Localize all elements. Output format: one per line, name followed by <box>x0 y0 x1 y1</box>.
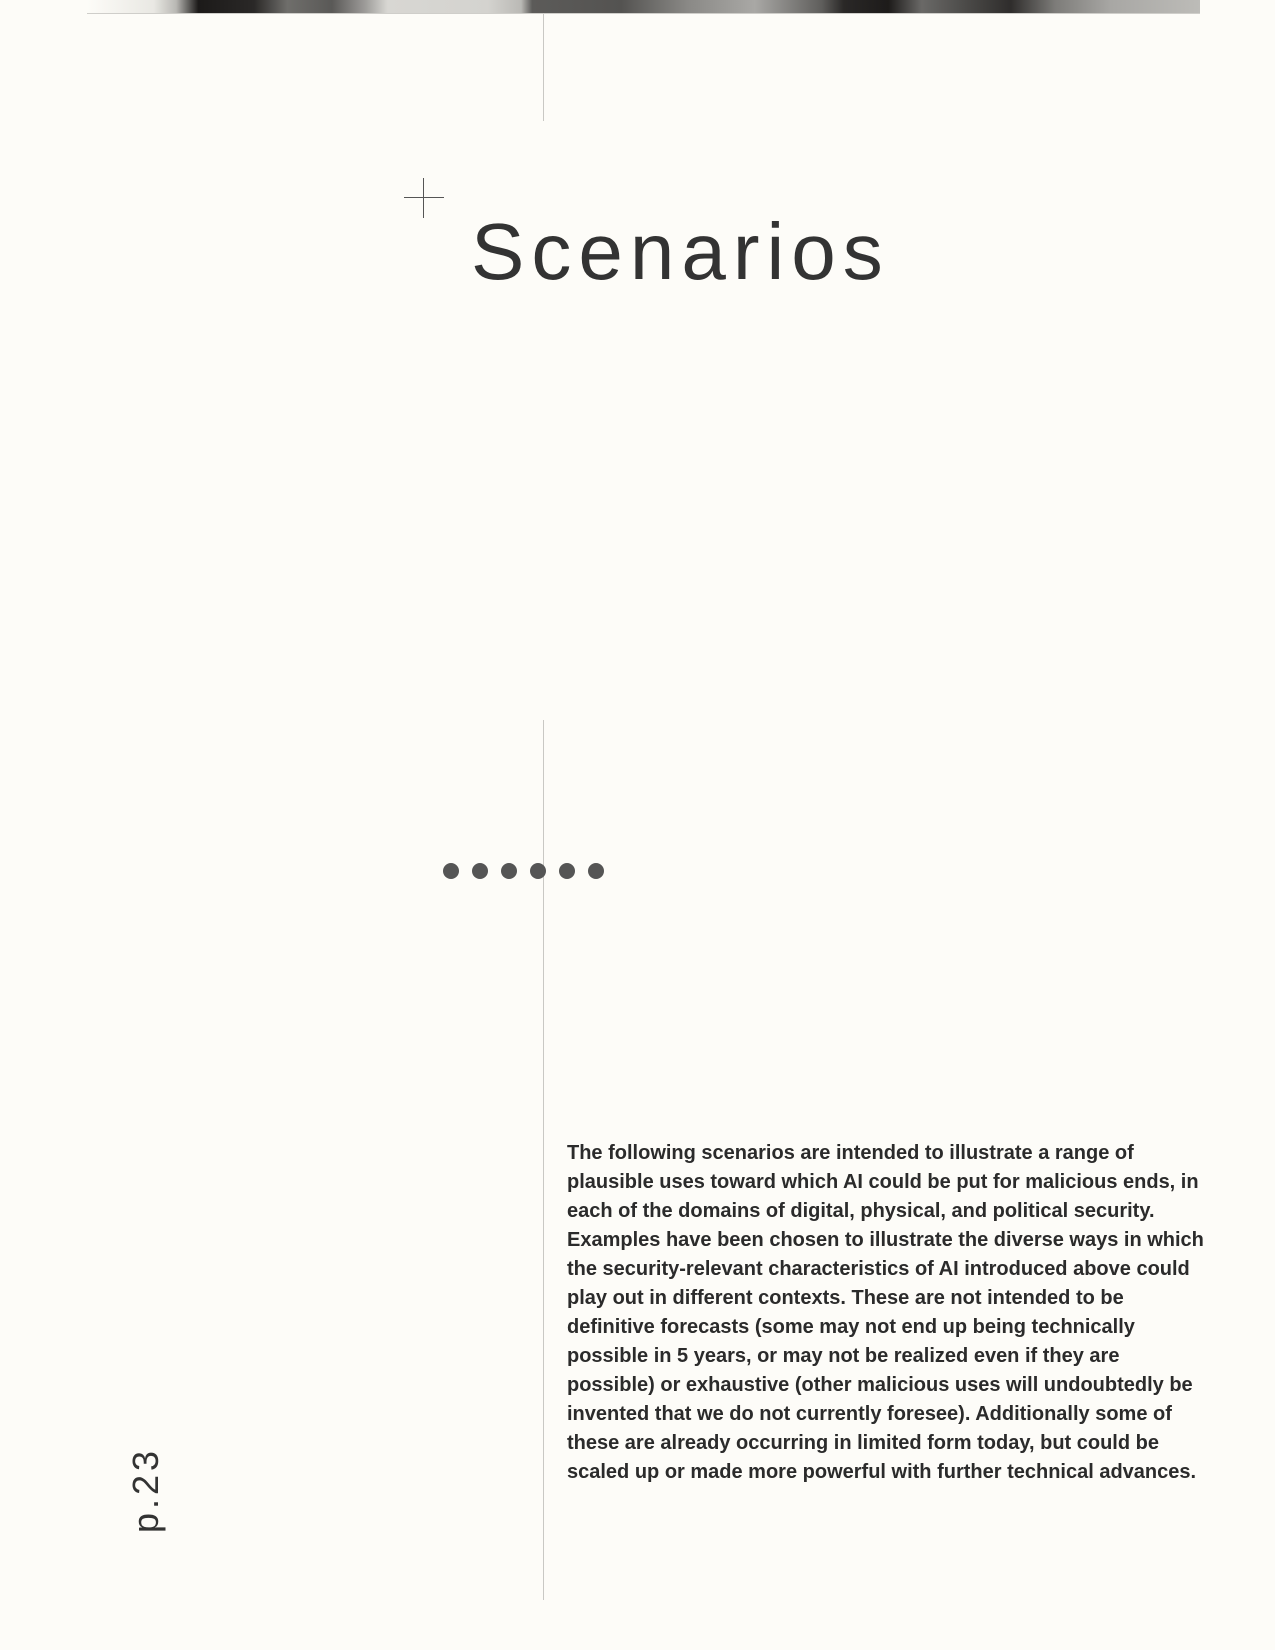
dot-icon <box>530 863 546 879</box>
dot-icon <box>588 863 604 879</box>
vertical-divider-top <box>543 14 544 121</box>
dot-icon <box>472 863 488 879</box>
dot-icon <box>443 863 459 879</box>
header-rule <box>87 13 1200 14</box>
crosshair-icon <box>404 178 444 218</box>
page-title: Scenarios <box>471 207 890 296</box>
vertical-divider-bottom <box>543 720 544 1600</box>
dot-row-ornament <box>443 863 604 879</box>
intro-paragraph: The following scenarios are intended to illustrate a range of plausible uses toward which AI could be put for malicious ends, in each of the domains of digital, physical, and political security. Examples have been chosen to illustrate the diverse ways in which the security-relevant characteristics of AI introduced above could play out in different contexts. These are not intended to be definitive forecasts (some may not end up being technically possible in 5 years, or may not be realized even if they are possible) or exhaustive (other malicious uses will undoubtedly be invented that we do not currently foresee). Additionally some of these are already occurring in limited form today, but could be scaled up or made more powerful with further technical advances. <box>567 1142 1204 1483</box>
page-number: p.23 <box>125 1446 166 1534</box>
dot-icon <box>501 863 517 879</box>
dot-icon <box>559 863 575 879</box>
header-gradient-bar <box>87 0 1200 14</box>
